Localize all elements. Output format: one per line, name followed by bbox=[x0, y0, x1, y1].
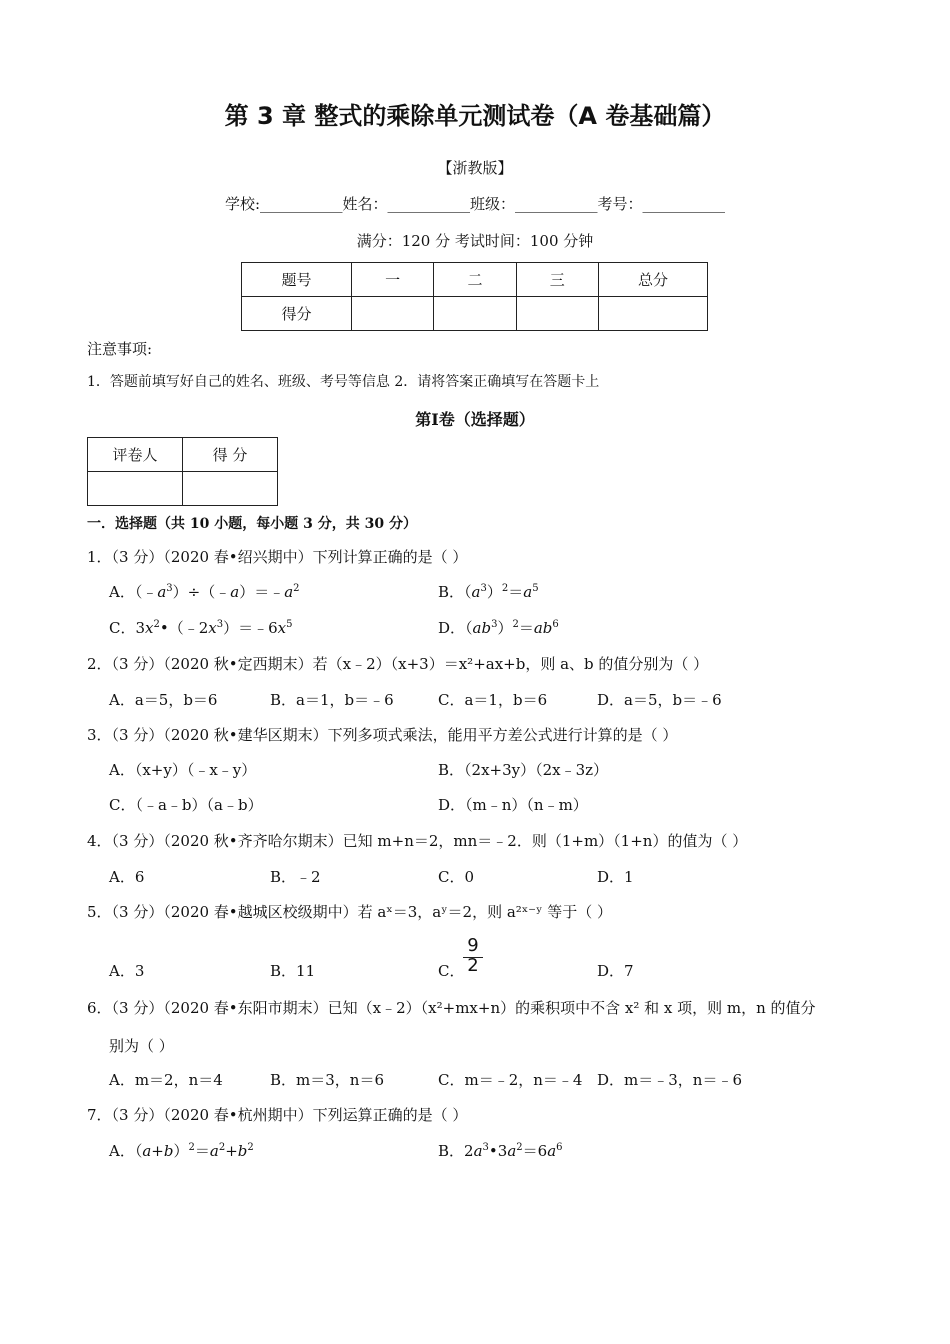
q6-option-c[interactable]: C．m＝﹣2，n＝﹣4 bbox=[438, 1071, 583, 1089]
score-header-2: 二 bbox=[434, 263, 516, 297]
q1-option-b[interactable]: B．$(a^3)^2=a^5$ bbox=[438, 583, 539, 601]
score-cell[interactable] bbox=[516, 297, 598, 331]
score-cell[interactable] bbox=[183, 472, 278, 506]
question-5-stem: 5．（3 分）（2020 春•越城区校级期中）若 aˣ＝3，aʸ＝2，则 a²ˣ⁻ʸ 等于（ ） bbox=[87, 903, 612, 921]
q2-option-b[interactable]: B．a＝1，b＝﹣6 bbox=[270, 691, 394, 709]
notes-text: 1．答题前填写好自己的姓名、班级、考号等信息 2．请将答案正确填写在答题卡上 bbox=[87, 374, 600, 390]
score-header-1: 一 bbox=[352, 263, 434, 297]
q5-option-c-fraction bbox=[463, 935, 483, 976]
q2-option-d[interactable]: D．a＝5，b＝﹣6 bbox=[597, 691, 722, 709]
question-6-stem-cont: 别为（ ） bbox=[109, 1037, 174, 1055]
exam-info: 满分：120 分 考试时间：100 分钟 bbox=[356, 232, 594, 250]
q4-option-b[interactable]: B．﹣2 bbox=[270, 868, 321, 886]
student-info-line: 学校:___________姓名：___________班级：___________考号：___________ bbox=[224, 195, 726, 213]
page-title: 第 3 章 整式的乘除单元测试卷（A 卷基础篇） bbox=[224, 102, 726, 130]
q1-option-a[interactable]: A．$(﹣a^3)\div(﹣a)=﹣a^2$ bbox=[109, 583, 300, 601]
q7-option-a[interactable]: A．$(a+b)^2=a^2+b^2$ bbox=[109, 1142, 254, 1160]
q7-option-b[interactable]: B．$2a^3•3a^2=6a^6$ bbox=[438, 1142, 563, 1160]
grader-header: 评卷人 bbox=[88, 438, 183, 472]
question-6-stem: 6．（3 分）（2020 春•东阳市期末）已知（x﹣2）（x²+mx+n）的乘积项中不含 x² 和 x 项，则 m，n 的值分 bbox=[87, 999, 816, 1017]
q4-option-d[interactable]: D．1 bbox=[597, 868, 634, 886]
question-4-stem: 4．（3 分）（2020 秋•齐齐哈尔期末）已知 m+n＝2，mn＝﹣2．则（1+m）（1+n）的值为（ ） bbox=[87, 832, 748, 850]
score-cell[interactable] bbox=[434, 297, 516, 331]
q6-option-d[interactable]: D．m＝﹣3，n＝﹣6 bbox=[597, 1071, 742, 1089]
part-title: 一．选择题（共 10 小题，每小题 3 分，共 30 分） bbox=[87, 516, 417, 532]
q5-option-c[interactable]: C． bbox=[438, 962, 465, 980]
q6-option-b[interactable]: B．m＝3，n＝6 bbox=[270, 1071, 384, 1089]
score-cell[interactable] bbox=[598, 297, 707, 331]
q3-option-a[interactable]: A．（x+y）（﹣x﹣y） bbox=[109, 761, 257, 779]
q5-option-b[interactable]: B．11 bbox=[270, 962, 316, 980]
q2-option-c[interactable]: C．a＝1，b＝6 bbox=[438, 691, 548, 709]
score-cell[interactable] bbox=[352, 297, 434, 331]
q4-option-c[interactable]: C．0 bbox=[438, 868, 475, 886]
edition-label: 【浙教版】 bbox=[437, 159, 513, 177]
score-header-number: 题号 bbox=[242, 263, 352, 297]
q2-option-a[interactable]: A．a＝5，b＝6 bbox=[109, 691, 218, 709]
question-1-stem: 1．（3 分）（2020 春•绍兴期中）下列计算正确的是（ ） bbox=[87, 548, 468, 566]
score-header-total: 总分 bbox=[598, 263, 707, 297]
question-3-stem: 3．（3 分）（2020 秋•建华区期末）下列多项式乘法，能用平方差公式进行计算的是（ ） bbox=[87, 726, 678, 744]
notes-title: 注意事项: bbox=[87, 340, 153, 358]
q3-option-c[interactable]: C．（﹣a﹣b）（a﹣b） bbox=[109, 796, 263, 814]
fraction-numerator: 9 bbox=[467, 935, 479, 956]
q3-option-d[interactable]: D．（m﹣n）（n﹣m） bbox=[438, 796, 588, 814]
q1-option-d[interactable]: D．$(ab^3)^2=ab^6$ bbox=[438, 619, 559, 637]
q5-option-d[interactable]: D．7 bbox=[597, 962, 634, 980]
q1-option-c[interactable]: C．$3x^2•(﹣2x^3)=﹣6x^5$ bbox=[109, 619, 293, 637]
score-table bbox=[241, 262, 708, 331]
grader-table bbox=[87, 437, 278, 506]
question-2-stem: 2．（3 分）（2020 秋•定西期末）若（x﹣2）（x+3）＝x²+ax+b，则 a、b 的值分别为（ ） bbox=[87, 655, 709, 673]
grader-cell[interactable] bbox=[88, 472, 183, 506]
q3-option-b[interactable]: B．（2x+3y）（2x﹣3z） bbox=[438, 761, 609, 779]
score-row-label: 得分 bbox=[242, 297, 352, 331]
question-7-stem: 7．（3 分）（2020 春•杭州期中）下列运算正确的是（ ） bbox=[87, 1106, 468, 1124]
score-header-3: 三 bbox=[516, 263, 598, 297]
section-title: 第Ⅰ卷（选择题） bbox=[415, 410, 535, 429]
q4-option-a[interactable]: A．6 bbox=[109, 868, 145, 886]
score-header: 得 分 bbox=[183, 438, 278, 472]
q5-option-a[interactable]: A．3 bbox=[109, 962, 145, 980]
q6-option-a[interactable]: A．m＝2，n＝4 bbox=[109, 1071, 223, 1089]
fraction-denominator: 2 bbox=[467, 955, 479, 976]
